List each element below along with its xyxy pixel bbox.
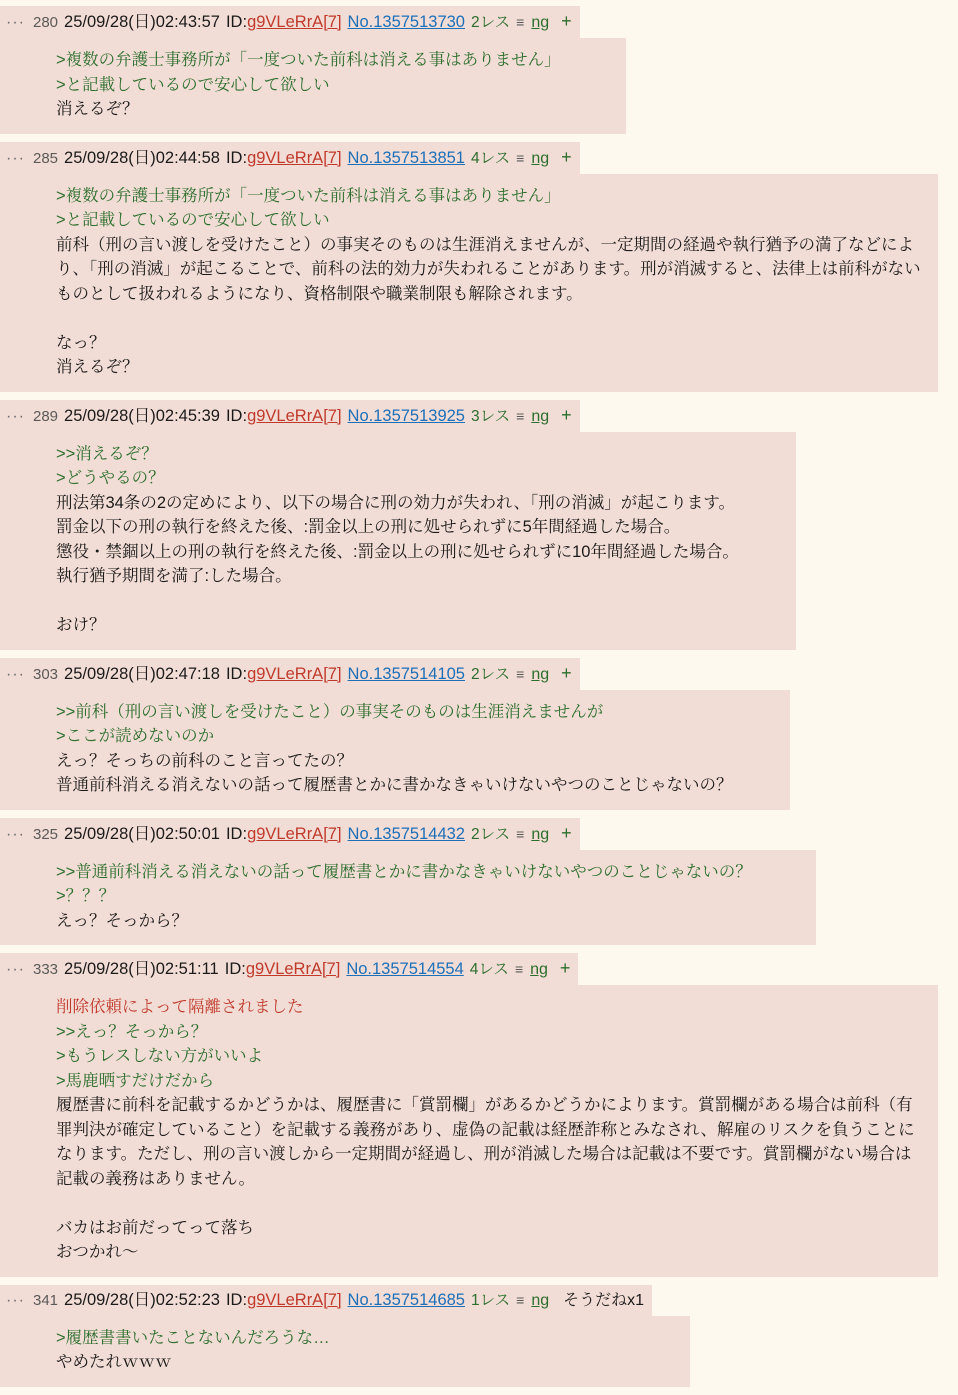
ng-button[interactable]: ng [531,825,550,843]
post-timestamp: 25/09/28(日)02:50:01 [64,824,220,843]
post-no-link[interactable]: No.1357513851 [347,148,465,167]
quote-line: >どうやるの？ [56,469,165,487]
more-options-icon[interactable]: ··· [6,1291,25,1309]
post [0,142,958,392]
post-text-line: 前科（刑の言い渡しを受けたこと）の事実そのものは生涯消えませんが、一定期間の経過や執行猶予の満了などにより、「刑の消滅」が起こることで、前科の法的効力が失われることがあります。刑が消滅すると、法律上は前科がないものとして扱われるようになり、資格制限や職業制限も解除されます。 [56,235,921,303]
post-id-label: ID: [225,1290,248,1309]
post-text-line: 消えるぞ？ [56,358,139,376]
moderation-notice: 削除依頼によって隔離されました [56,998,304,1016]
reply-count: 2レス [471,14,511,31]
quote-line: >>えっ？そっから？ [56,1022,208,1041]
post-text-line: 履歴書に前科を記載するかどうかは、履歴書に「賞罰欄」があるかどうかによります。賞罰欄がある場合は前科（有罪判決が確定していること）を記載する義務があり、虚偽の記載は経歴詐称とみなされ、解雇のリスクを負うことになります。ただし、刑の言い渡しから一定期間が経過し、刑が消滅した場合は記載は不要です。賞罰欄がない場合は記載の義務はありません。 [56,1096,915,1188]
add-icon[interactable]: + [561,404,572,425]
post-number: 325 [32,825,59,843]
post-id [225,956,341,982]
post-id [226,9,342,35]
soudane-count: そうだねx1 [563,1291,645,1309]
ng-button[interactable]: ng [531,1291,550,1309]
quote-line: >複数の弁護士事務所が「一度ついた前科は消える事はありません」 [56,51,561,69]
post-no-link[interactable]: No.1357514432 [347,824,465,843]
ng-button[interactable]: ng [531,149,550,167]
post-number: 333 [32,961,59,978]
more-options-icon[interactable]: ··· [6,407,25,425]
quote-line: >もうレスしない方がいいよ [56,1047,264,1065]
more-options-icon[interactable]: ··· [6,961,25,978]
list-icon[interactable]: ≡ [516,149,524,166]
post-text-line [56,589,782,614]
post-id-link[interactable]: g9VLeRrA[7] [247,1290,342,1309]
post-text-line: えっ？そっちの前科のこと言ってたの？ [56,751,353,770]
post-no-link[interactable]: No.1357514685 [347,1290,465,1309]
more-options-icon[interactable]: ··· [6,149,25,167]
more-options-icon[interactable]: ··· [6,14,25,31]
post-id-label: ID: [224,960,246,978]
post-id-label: ID: [225,148,248,167]
post-header [0,1285,652,1316]
reply-count: 3レス [471,407,511,425]
post [0,953,958,1277]
post-number: 303 [32,665,59,683]
post-id-label: ID: [225,824,248,843]
ng-button[interactable]: ng [531,665,550,683]
post-text-line: なっ？ [56,333,106,352]
add-icon[interactable]: + [559,958,571,978]
post-timestamp: 25/09/28(日)02:51:11 [64,960,219,978]
list-icon[interactable]: ≡ [516,14,524,30]
post-number: 289 [32,407,59,425]
post-id-link[interactable]: g9VLeRrA[7] [247,406,342,425]
ng-button[interactable]: ng [531,14,550,31]
post-no-link[interactable]: No.1357514105 [347,664,465,683]
reply-count: 2レス [471,825,511,843]
ng-button[interactable]: ng [531,407,550,425]
post-body [0,985,938,1277]
quote-line: >履歴書書いたことないんだろうな… [56,1328,330,1347]
post-no-link[interactable]: No.1357513730 [347,13,465,31]
quote-line: >>消えるぞ？ [56,444,158,463]
post-text-line: バカはお前だってって落ち [56,1218,254,1237]
reply-count: 4レス [471,149,511,167]
post-timestamp: 25/09/28(日)02:52:23 [64,1290,220,1309]
post-text-line: おけ？ [56,616,106,634]
post-text-line: 刑法第34条の2の定めにより、以下の場合に刑の効力が失われ、「刑の消滅」が起こります。 [56,493,735,512]
post [0,658,958,810]
post-header [0,953,578,985]
post-timestamp: 25/09/28(日)02:45:39 [64,406,220,425]
more-options-icon[interactable]: ··· [6,665,25,683]
quote-line: >>普通前科消える消えないの話って履歴書とかに書かなきゃいけないやつのことじゃないの？ [56,862,752,881]
post [0,6,958,134]
quote-line: >と記載しているので安心して欲しい [56,75,330,94]
list-icon[interactable]: ≡ [514,961,523,977]
more-options-icon[interactable]: ··· [6,825,25,843]
quote-line: >？？？ [56,887,116,905]
post-text-line [56,1191,924,1216]
quote-line: >ここが読めないのか [56,727,215,745]
post-body [0,174,938,392]
post-no-link[interactable]: No.1357514554 [346,960,464,978]
post [0,1285,958,1387]
reply-count: 4レス [469,961,509,978]
post-id-link[interactable]: g9VLeRrA[7] [247,824,342,843]
ng-button[interactable]: ng [530,961,548,978]
post-header [0,400,580,432]
post-id [226,1287,342,1313]
post-id [226,821,342,847]
post-text-line: 普通前科消える消えないの話って履歴書とかに書かなきゃいけないやつのことじゃないの？ [56,776,733,794]
post [0,400,958,650]
add-icon[interactable]: + [561,11,572,31]
post-text-line: やめたれｗｗｗ [56,1353,172,1371]
quote-line: >>前科（刑の言い渡しを受けたこと）の事実そのものは生涯消えませんが [56,702,604,721]
post-id-link[interactable]: g9VLeRrA[7] [247,13,342,31]
list-icon[interactable]: ≡ [516,407,524,424]
post-no-link[interactable]: No.1357513925 [347,406,465,425]
add-icon[interactable]: + [561,662,572,683]
post-body [0,432,796,650]
post-id-label: ID: [225,664,248,683]
quote-line: >馬鹿晒すだけだから [56,1071,215,1090]
post-text-line: えっ？そっから？ [56,911,188,930]
post-header [0,658,580,690]
quote-line: >と記載しているので安心して欲しい [56,211,330,229]
post-text-line: 罰金以下の刑の執行を終えた後、:罰金以上の刑に処せられずに5年間経過した場合。 [56,518,681,536]
post-id [226,145,342,171]
post-id-label: ID: [225,406,248,425]
post-text-line [56,306,924,331]
post-body [0,850,816,946]
post-id-link[interactable]: g9VLeRrA[7] [245,960,341,978]
post-body [0,38,626,134]
post-timestamp: 25/09/28(日)02:47:18 [64,664,220,683]
post-header [0,142,580,174]
list-icon[interactable]: ≡ [516,825,524,842]
post-number: 341 [32,1291,59,1309]
quote-line: >複数の弁護士事務所が「一度ついた前科は消える事はありません」 [56,186,561,205]
post-id-link[interactable]: g9VLeRrA[7] [247,664,342,683]
post-id-label: ID: [225,13,248,31]
post-header [0,818,580,850]
post-timestamp: 25/09/28(日)02:44:58 [64,148,220,167]
post-body [0,690,790,810]
add-icon[interactable]: + [561,146,572,167]
post-id [226,403,342,429]
post-body [0,1316,690,1387]
post-text-line: 消えるぞ？ [56,100,139,118]
list-icon[interactable]: ≡ [516,665,524,682]
post-id [226,661,342,687]
post [0,818,958,946]
post-header [0,6,580,38]
post-text-line: 執行猶予期間を満了:した場合。 [56,567,292,585]
post-text-line: おつかれ〜 [56,1243,139,1261]
reply-count: 2レス [471,665,511,683]
post-number: 285 [32,149,59,167]
reply-count: 1レス [471,1291,511,1309]
post-id-link[interactable]: g9VLeRrA[7] [247,148,342,167]
list-icon[interactable]: ≡ [516,1291,524,1308]
add-icon[interactable]: + [561,822,572,843]
post-number: 280 [32,14,59,31]
post-timestamp: 25/09/28(日)02:43:57 [64,13,220,31]
post-text-line: 懲役・禁錮以上の刑の執行を終えた後、:罰金以上の刑に処せられずに10年間経過した場合。 [56,542,739,561]
